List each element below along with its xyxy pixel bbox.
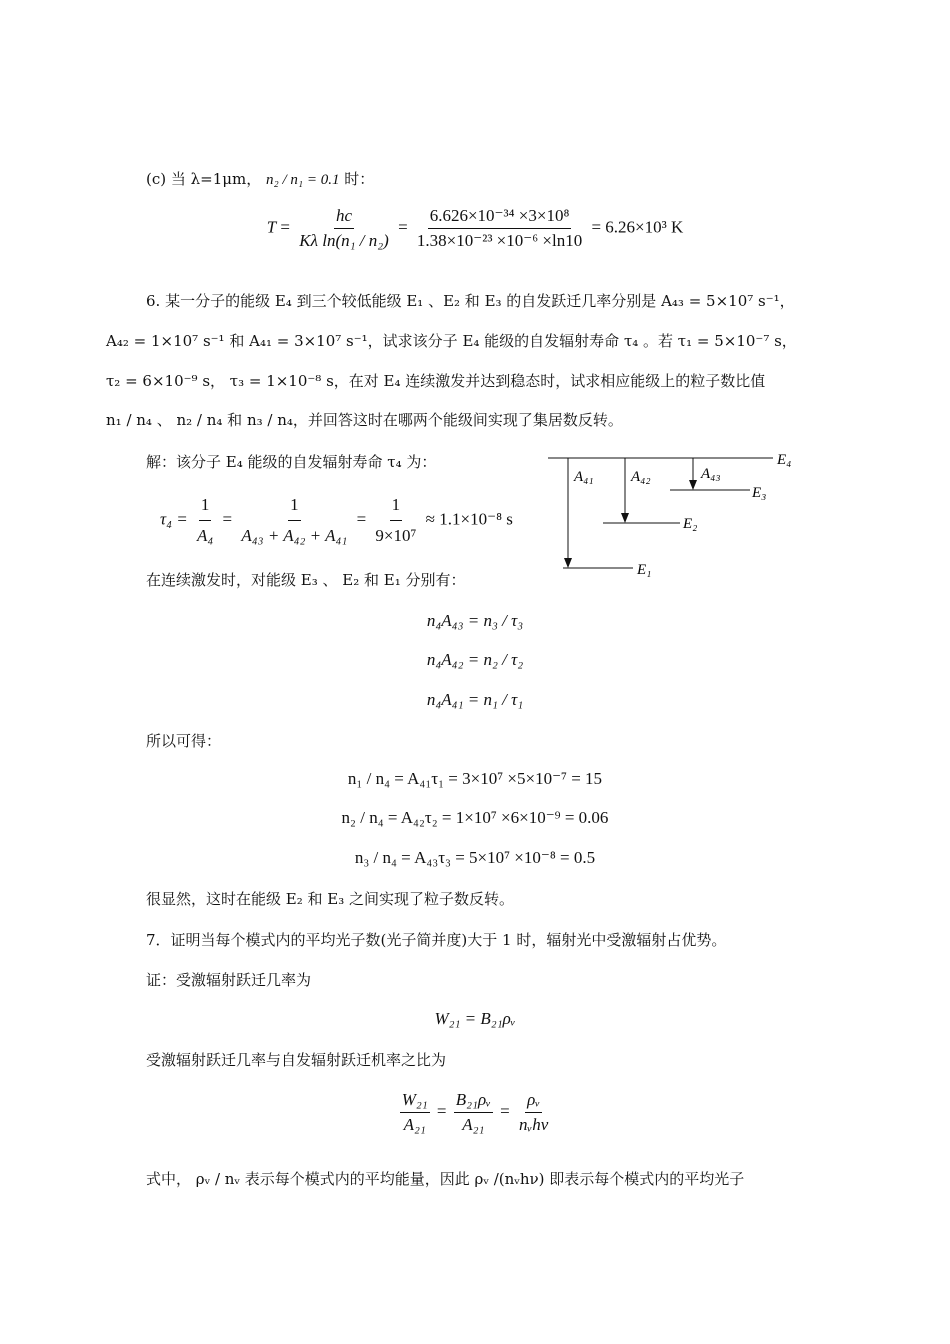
problem6-line3: τ₂ = 6×10⁻⁹ s， τ₃ = 1×10⁻⁸ s，在对 E₄ 连续激发并达到稳态时，试求相应能级上的粒子数比值: [106, 372, 766, 390]
tau-result: ≈ 1.1×10⁻⁸ s: [425, 509, 513, 529]
frac-B21rho-A21: [454, 1090, 493, 1135]
frac-num: 1: [390, 492, 403, 521]
frac-rho-nhv: [517, 1090, 550, 1135]
frac-den: A₄₃ + A₄₂ + A₄₁: [241, 526, 348, 545]
condition-tail: 时：: [344, 170, 375, 188]
arrowhead-A42: [621, 513, 629, 523]
part-c-condition: [146, 168, 374, 191]
steady-state-text: 在连续激发时，对能级 E₃ 、 E₂ 和 E₁ 分别有：: [146, 571, 466, 589]
eq-T: T: [266, 217, 277, 237]
problem6-line4: n₁ / n₄ 、 n₂ / n₄ 和 n₃ / n₄，并回答这时在哪两个能级间实现了集居数反转。: [106, 411, 623, 429]
ratio-equation: $\frac{\text{W₂₁}}{\text{A₂₁}}$ = $\frac{\text{B₂₁ρᵥ}}{\text{A₂₁}}$ = $\frac{\text{ρᵥ}}{\text{nᵥhν}}$: [401, 1090, 549, 1134]
eq-result: = 6.26×10³ K: [591, 217, 684, 237]
solution6-intro: 解：该分子 E₄ 能级的自发辐射寿命 τ₄ 为：: [146, 453, 437, 471]
frac-hc: [297, 206, 391, 251]
label-A42: A₄₂: [631, 469, 651, 485]
conclusion-text: 很显然，这时在能级 E₂ 和 E₃ 之间实现了粒子数反转。: [146, 890, 515, 908]
w21-equation: W₂₁ = B₂₁ρᵥ: [434, 1009, 516, 1028]
part-label: (c): [146, 170, 167, 188]
rate-eq-c: n₄A₄₁ = n₁ / τ₁: [426, 690, 524, 709]
label-A43: A₄₃: [701, 466, 721, 482]
frac-den: A₂₁: [462, 1115, 485, 1134]
frac-num: 6.626×10⁻³⁴ ×3×10⁸: [428, 206, 572, 229]
rate-eq-b: n₄A₄₂ = n₂ / τ₂: [426, 650, 524, 669]
frac-den: Kλ ln(n₁ / n₂): [299, 231, 389, 250]
temperature-equation: T = $\frac{hc}{\text{Kλ ln(n₁ / n₂)}}$ = $\frac{\text{6.626×10⁻³⁴ ×3×10⁸}}{\text{1.38×10⁻²³ ×10⁻⁶ ×ln10}}$ = 6.26×10³ K: [266, 206, 684, 250]
condition-text: 当 λ=1μm，: [170, 170, 262, 188]
frac-W21-A21: [400, 1090, 430, 1135]
frac-den: 1.38×10⁻²³ ×10⁻⁶ ×ln10: [416, 231, 583, 250]
problem6-line2: A₄₂ = 1×10⁷ s⁻¹ 和 A₄₁ = 3×10⁷ s⁻¹，试求该分子 E₄ 能级的自发辐射寿命 τ₄ 。若 τ₁ = 5×10⁻⁷ s，: [106, 332, 797, 350]
ratio-eq-1: n₁ / n₄ = A₄₁τ₁ = 3×10⁷ ×5×10⁻⁷ = 15: [347, 769, 603, 788]
frac-num: 1: [199, 492, 212, 521]
frac-1-A4: [195, 492, 215, 549]
frac-num: ρᵥ: [525, 1090, 542, 1113]
frac-num: W₂₁: [400, 1090, 430, 1113]
frac-den: nᵥhν: [518, 1115, 549, 1134]
ratio-eq-3: n₃ / n₄ = A₄₃τ₃ = 5×10⁷ ×10⁻⁸ = 0.5: [354, 848, 596, 867]
frac-den: 9×10⁷: [375, 526, 417, 545]
frac-den: A₂₁: [403, 1115, 426, 1134]
frac-num: hc: [334, 206, 354, 229]
label-E3: E₃: [752, 485, 767, 501]
arrowhead-A43: [689, 480, 697, 490]
energy-level-diagram: [545, 448, 805, 588]
frac-1-sum: [239, 492, 349, 549]
problem6-line1: 6. 某一分子的能级 E₄ 到三个较低能级 E₁ 、E₂ 和 E₃ 的自发跃迁几率分别是 A₄₃ = 5×10⁷ s⁻¹，: [146, 292, 795, 310]
tau4-equation: τ₄ = $\frac{1}{\text{A₄}}$ = $\frac{1}{\text{A₄₃ + A₄₂ + A₄₁}}$ = $\frac{1}{\text{9×10⁷}}$ ≈ 1.1×10⁻⁸ s: [160, 492, 513, 549]
last-line: 式中， ρᵥ / nᵥ 表示每个模式内的平均能量，因此 ρᵥ /(nᵥhν) 即表示每个模式内的平均光子: [146, 1170, 745, 1188]
ratio-eq-2: n₂ / n₄ = A₄₂τ₂ = 1×10⁷ ×6×10⁻⁹ = 0.06: [341, 808, 609, 827]
so-text: 所以可得：: [146, 732, 222, 750]
ratio-intro: 受激辐射跃迁几率与自发辐射跃迁机率之比为: [146, 1051, 447, 1069]
condition-eq: n₂ / n₁ = 0.1: [266, 172, 340, 188]
label-A41: A₄₁: [574, 469, 594, 485]
frac-num: 1: [288, 492, 301, 521]
frac-numeric: [415, 206, 584, 251]
arrowhead-A41: [564, 558, 572, 568]
rate-eq-a: n₄A₄₃ = n₃ / τ₃: [426, 611, 524, 630]
frac-den: A₄: [196, 526, 214, 545]
problem7-statement: 7．证明当每个模式内的平均光子数(光子简并度)大于 1 时，辐射光中受激辐射占优势。: [146, 931, 727, 949]
tau-lhs: τ₄ =: [160, 509, 188, 529]
frac-num: B₂₁ρᵥ: [454, 1090, 493, 1113]
label-E1: E₁: [637, 562, 652, 578]
label-E2: E₂: [683, 516, 698, 532]
frac-1-9e7: [373, 492, 418, 549]
label-E4: E₄: [777, 452, 792, 468]
proof-intro: 证：受激辐射跃迁几率为: [146, 971, 312, 989]
